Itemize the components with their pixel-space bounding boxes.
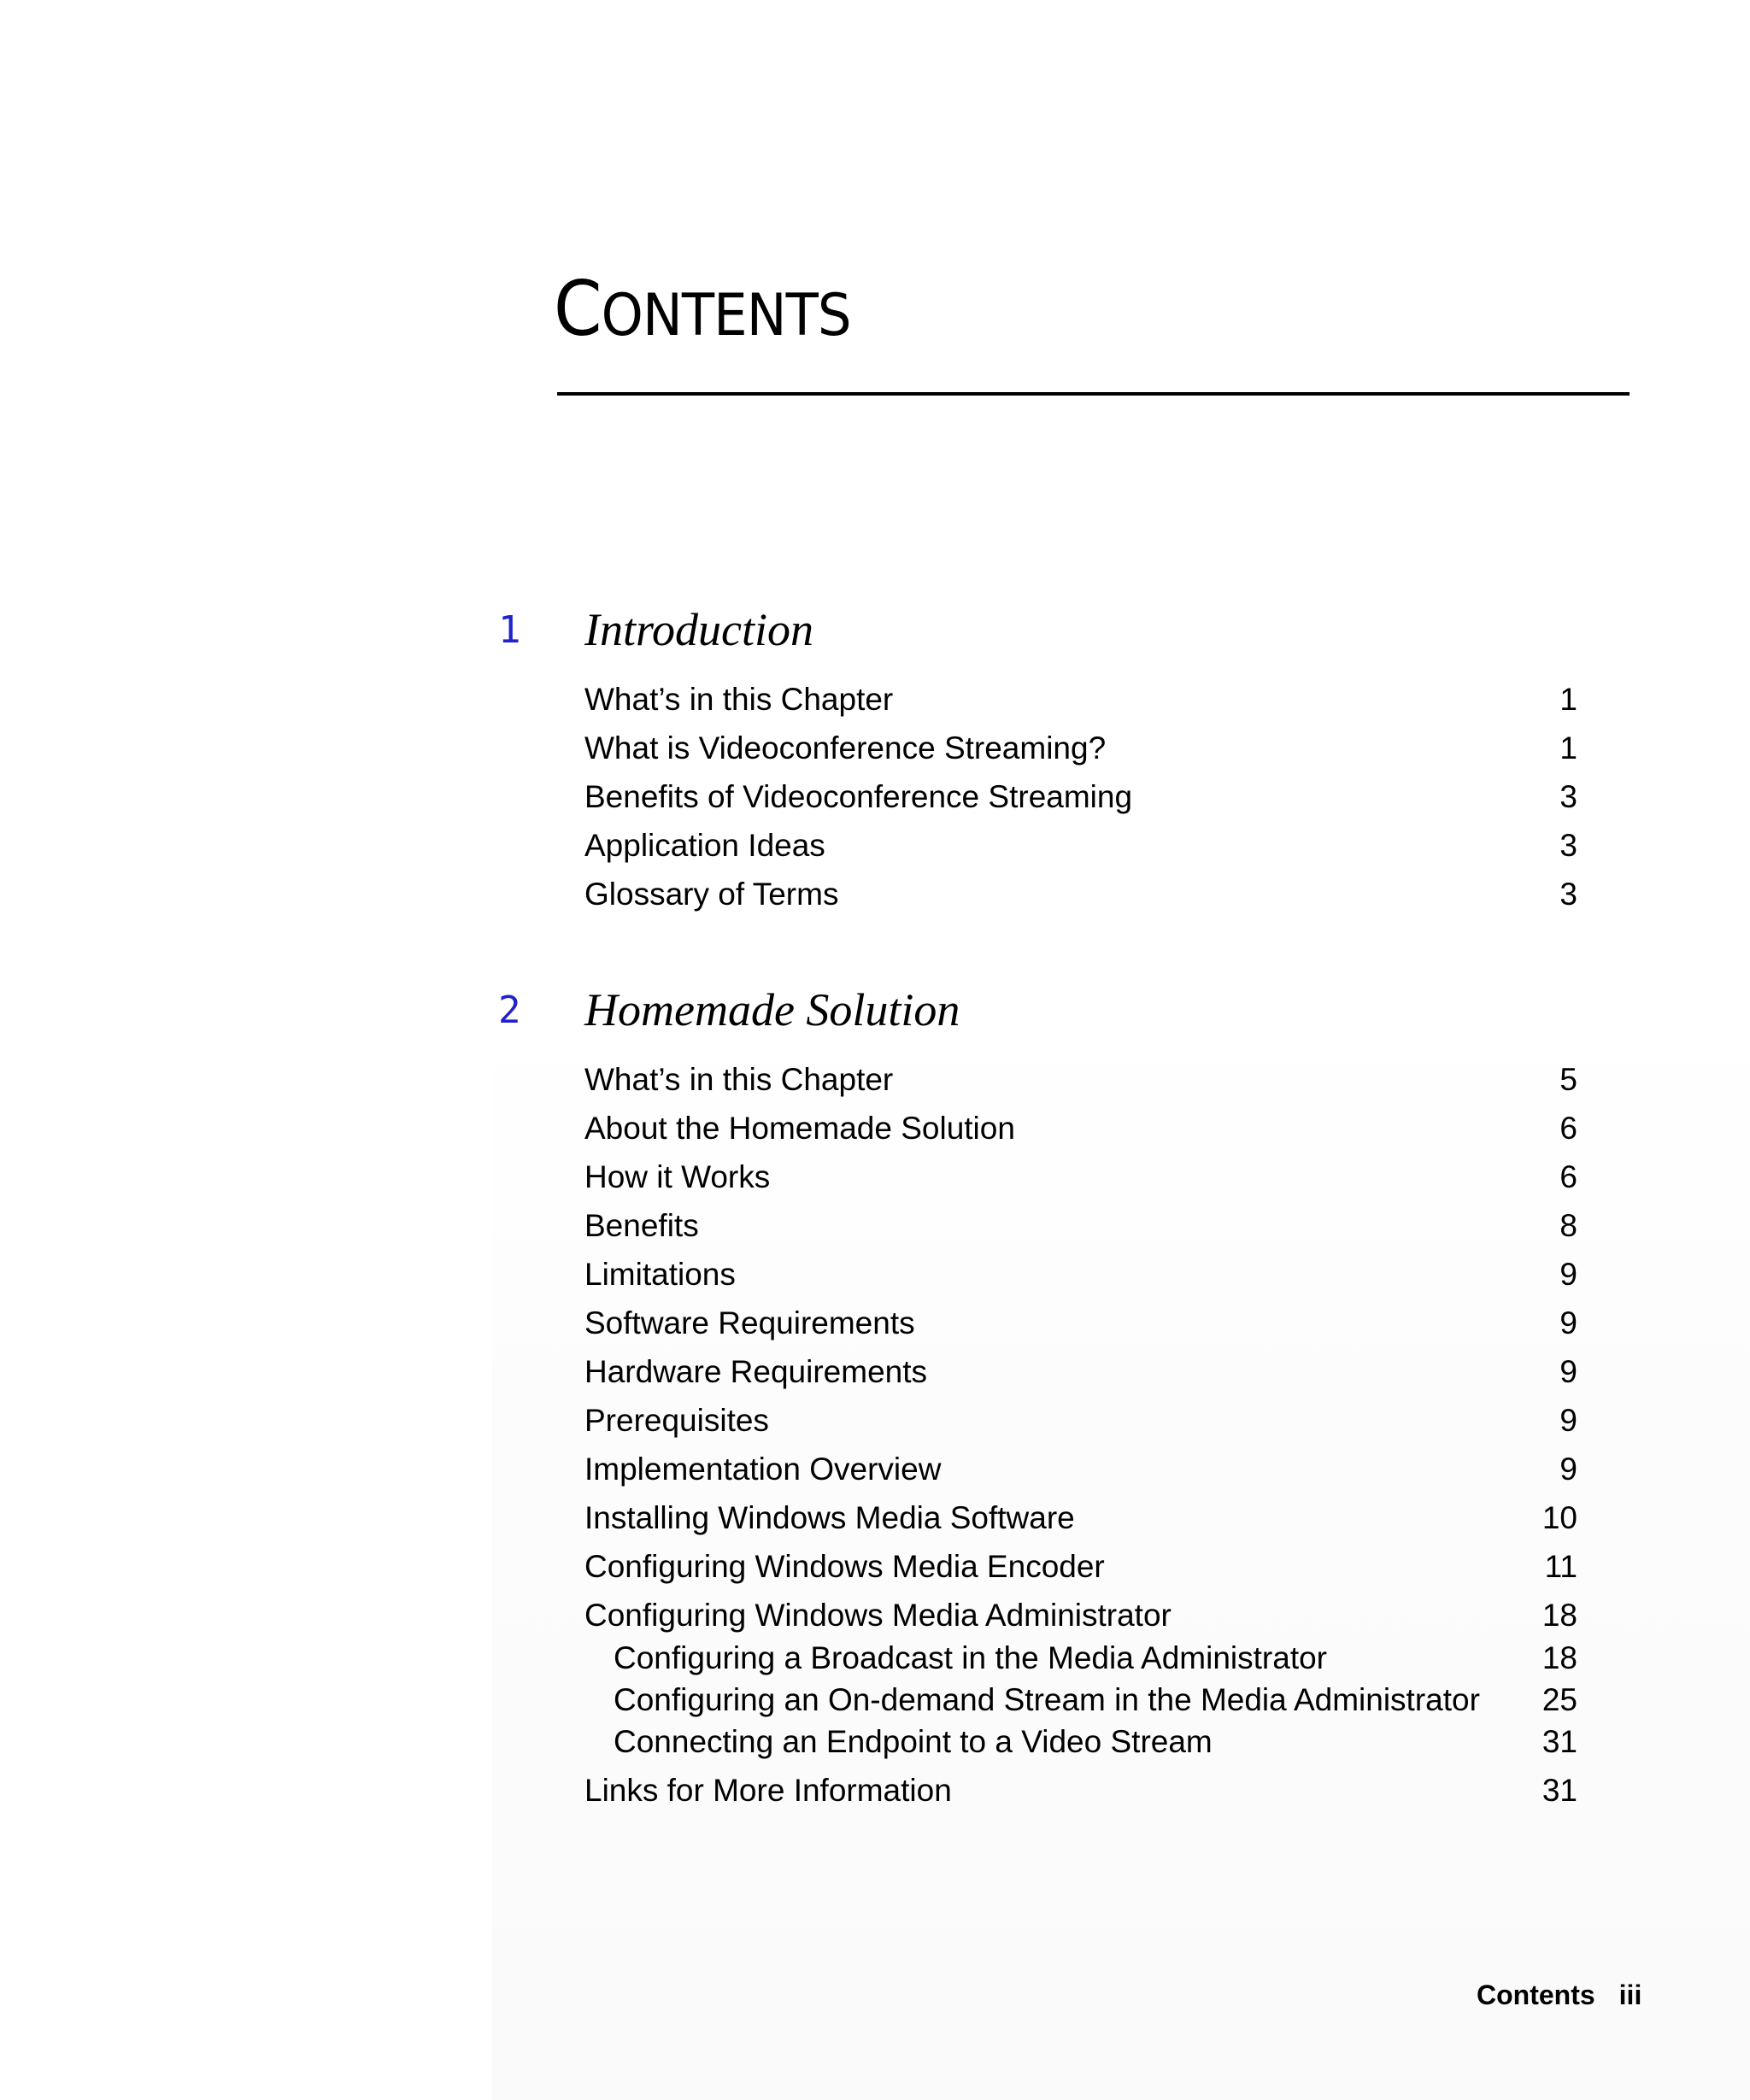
- toc-entry-page: 9: [1559, 1257, 1577, 1292]
- toc-entry-label: What’s in this Chapter: [584, 682, 894, 717]
- toc-entry-label: How it Works: [584, 1159, 771, 1194]
- toc-entry-label: Configuring Windows Media Administrator: [584, 1598, 1172, 1633]
- toc-entry-label: Configuring a Broadcast in the Media Administrator: [614, 1640, 1327, 1675]
- toc-entry-label: What is Videoconference Streaming?: [584, 730, 1107, 766]
- toc-entry-page: 11: [1544, 1549, 1577, 1584]
- title-rule: [557, 392, 1630, 396]
- footer-section: Contents: [1477, 1980, 1595, 2010]
- toc-entry-label: Benefits: [584, 1208, 699, 1243]
- chapter-number: 2: [498, 988, 521, 1032]
- toc-entry-label: Limitations: [584, 1257, 736, 1292]
- toc-entry-page: 9: [1559, 1403, 1577, 1438]
- toc-entry-label: What’s in this Chapter: [584, 1062, 894, 1097]
- toc-entry-label: Application Ideas: [584, 828, 825, 863]
- toc-entry-page: 6: [1559, 1159, 1577, 1194]
- title-first-letter: C: [554, 265, 602, 353]
- toc-entry-label: Prerequisites: [584, 1403, 769, 1438]
- toc-entry-label: Links for More Information: [584, 1773, 952, 1808]
- toc-entry-page: 9: [1559, 1354, 1577, 1389]
- toc-entry-page: 3: [1559, 779, 1577, 814]
- toc-entry-label: About the Homemade Solution: [584, 1111, 1015, 1146]
- toc-entry-label: Software Requirements: [584, 1305, 915, 1340]
- toc-entry-page: 31: [1542, 1724, 1577, 1759]
- toc-entry-label: Configuring an On-demand Stream in the Media Administrator: [614, 1682, 1480, 1717]
- page-footer: [1477, 1981, 1641, 2009]
- toc-entry-label: Connecting an Endpoint to a Video Stream: [614, 1724, 1213, 1759]
- toc-entry-label: Configuring Windows Media Encoder: [584, 1549, 1105, 1584]
- toc-entry-page: 9: [1559, 1305, 1577, 1340]
- toc-entry-label: Implementation Overview: [584, 1452, 942, 1487]
- toc-entry-label: Hardware Requirements: [584, 1354, 928, 1389]
- toc-entry-label: Glossary of Terms: [584, 877, 839, 912]
- toc-entry-page: 18: [1542, 1598, 1577, 1633]
- title-rest: ONTENTS: [601, 282, 851, 349]
- toc-entry-page: 10: [1542, 1500, 1577, 1535]
- toc-entry-label: Installing Windows Media Software: [584, 1500, 1075, 1535]
- toc-entry-page: 6: [1559, 1111, 1577, 1146]
- toc-entry-page: 9: [1559, 1452, 1577, 1487]
- toc-entry-page: 18: [1542, 1640, 1577, 1675]
- chapter-title[interactable]: Introduction: [584, 604, 813, 655]
- toc-entry-page: 5: [1559, 1062, 1577, 1097]
- toc-entry-page: 3: [1559, 828, 1577, 863]
- chapter-number: 1: [498, 608, 521, 652]
- toc-entry-page: 1: [1559, 682, 1577, 717]
- toc-entry-page: 31: [1542, 1773, 1577, 1808]
- toc-entry-label: Benefits of Videoconference Streaming: [584, 779, 1133, 814]
- toc-entry-page: 25: [1542, 1682, 1577, 1717]
- page-title: [554, 265, 851, 353]
- toc-entry-page: 1: [1559, 730, 1577, 766]
- footer-page-number: iii: [1618, 1980, 1642, 2010]
- toc-entry-page: 8: [1559, 1208, 1577, 1243]
- toc-entry-page: 3: [1559, 877, 1577, 912]
- chapter-title[interactable]: Homemade Solution: [584, 984, 960, 1035]
